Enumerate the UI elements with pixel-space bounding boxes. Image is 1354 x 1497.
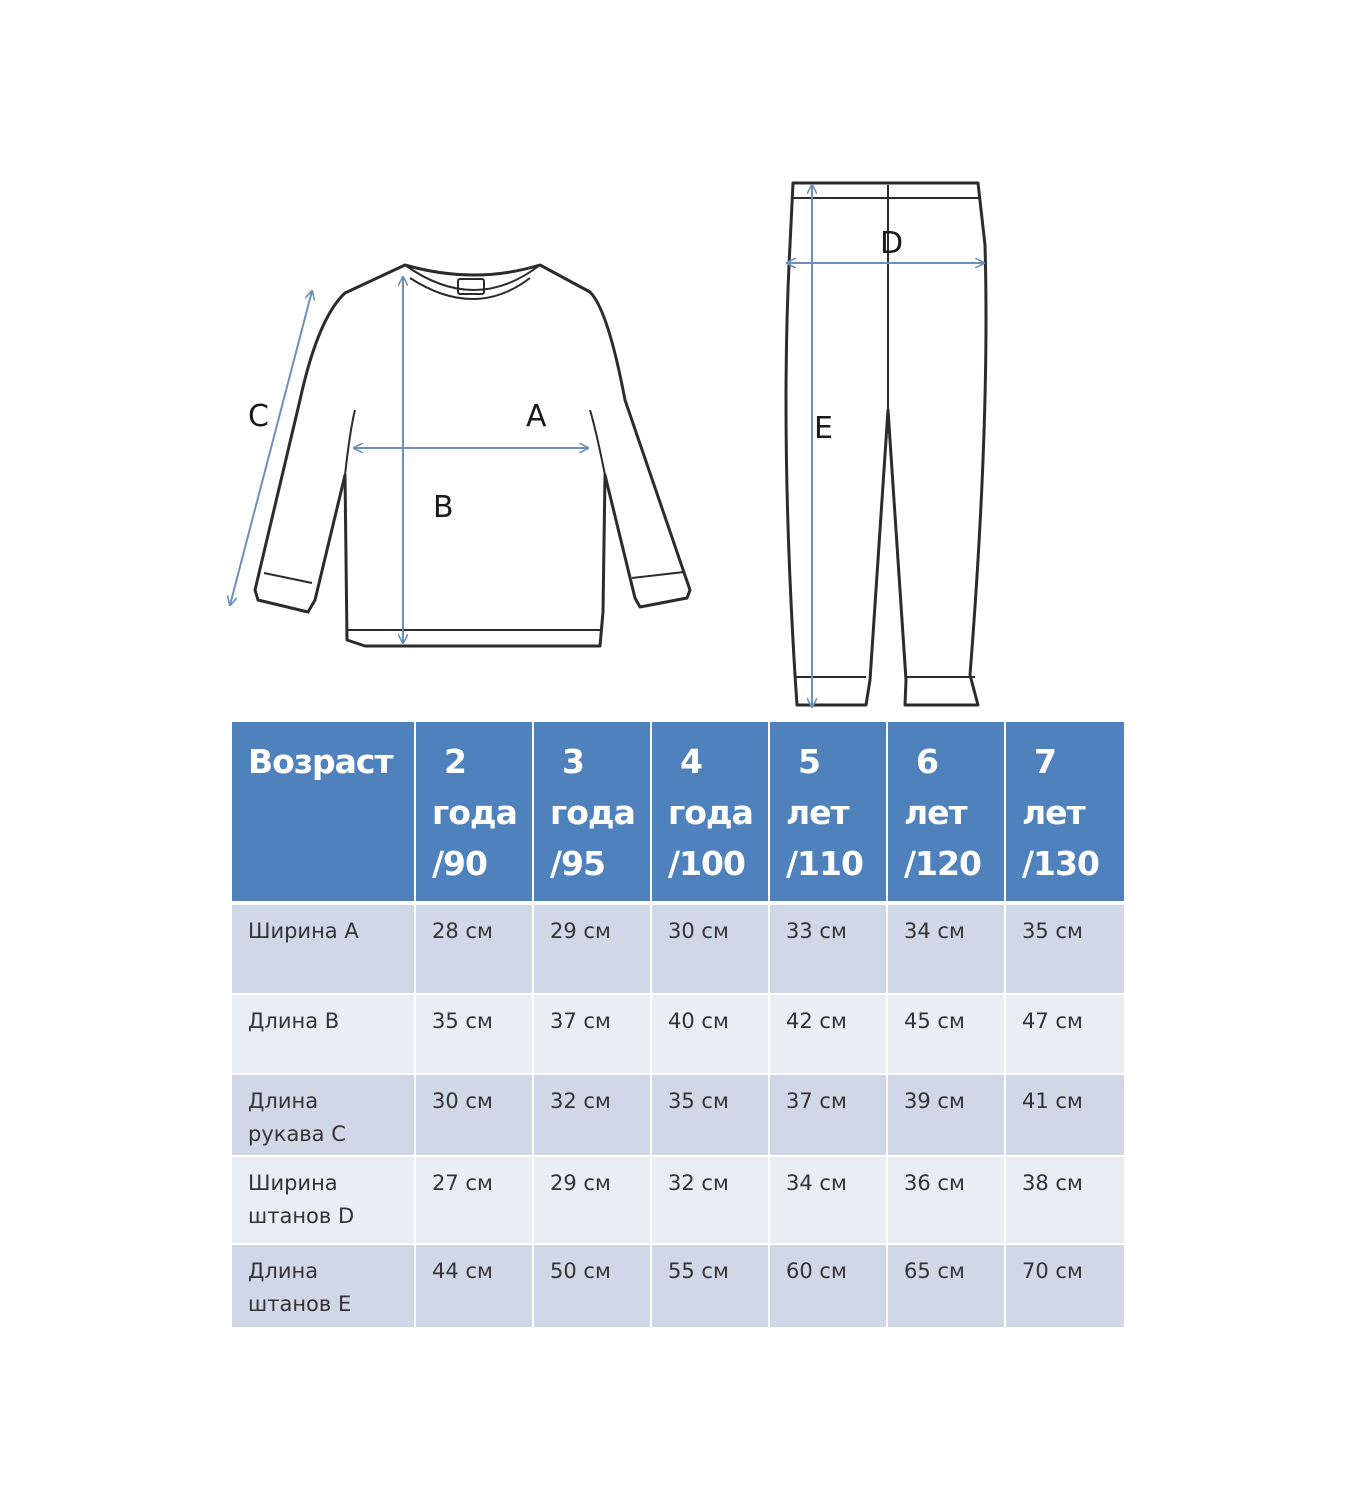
size-number: 2 bbox=[444, 742, 466, 781]
size-unit: лет bbox=[1022, 793, 1085, 832]
age-header: Возраст bbox=[232, 722, 416, 905]
size-header bbox=[770, 722, 888, 905]
table-cell: 35 см bbox=[652, 1075, 770, 1157]
label-c: C bbox=[248, 399, 269, 434]
row-label-line: штанов D bbox=[248, 1204, 355, 1228]
table-cell: 37 см bbox=[770, 1075, 888, 1157]
table-cell: 41 см bbox=[1006, 1075, 1124, 1157]
table-cell: 32 см bbox=[534, 1075, 652, 1157]
size-header bbox=[652, 722, 770, 905]
label-b: B bbox=[433, 490, 454, 525]
table-cell: 39 см bbox=[888, 1075, 1006, 1157]
table-row bbox=[232, 1157, 1124, 1245]
size-unit: года bbox=[668, 793, 753, 832]
label-e: E bbox=[814, 411, 833, 446]
size-height: /110 bbox=[786, 844, 863, 883]
size-height: /130 bbox=[1022, 844, 1099, 883]
row-label-line: Длина В bbox=[248, 1009, 340, 1033]
row-label-line: Ширина bbox=[248, 1171, 338, 1195]
size-height: /120 bbox=[904, 844, 981, 883]
sweatshirt-drawing bbox=[255, 265, 690, 646]
size-unit: лет bbox=[904, 793, 967, 832]
table-cell: 70 см bbox=[1006, 1245, 1124, 1329]
table-cell: 38 см bbox=[1006, 1157, 1124, 1245]
table-cell: 35 см bbox=[1006, 905, 1124, 995]
row-label-line: Длина bbox=[248, 1259, 319, 1283]
table-cell: 35 см bbox=[416, 995, 534, 1075]
table-row bbox=[232, 1245, 1124, 1329]
size-header bbox=[888, 722, 1006, 905]
size-number: 5 bbox=[798, 742, 820, 781]
size-number: 4 bbox=[680, 742, 702, 781]
size-header bbox=[1006, 722, 1124, 905]
size-height: /100 bbox=[668, 844, 745, 883]
table-cell: 28 см bbox=[416, 905, 534, 995]
table-cell: 55 см bbox=[652, 1245, 770, 1329]
table-cell: 33 см bbox=[770, 905, 888, 995]
table-cell: 34 см bbox=[770, 1157, 888, 1245]
table-cell: 47 см bbox=[1006, 995, 1124, 1075]
size-unit: года bbox=[550, 793, 635, 832]
size-header bbox=[416, 722, 534, 905]
label-d: D bbox=[880, 226, 904, 261]
size-number: 6 bbox=[916, 742, 938, 781]
table-row bbox=[232, 905, 1124, 995]
size-chart-table bbox=[232, 722, 1124, 1329]
size-unit: лет bbox=[786, 793, 849, 832]
row-label-line: рукава С bbox=[248, 1122, 346, 1146]
row-label-line: Ширина А bbox=[248, 919, 359, 943]
row-label-line: Длина bbox=[248, 1089, 319, 1113]
table-cell: 30 см bbox=[416, 1075, 534, 1157]
table-cell: 27 см bbox=[416, 1157, 534, 1245]
table-cell: 40 см bbox=[652, 995, 770, 1075]
row-label bbox=[232, 1245, 416, 1329]
size-number: 7 bbox=[1034, 742, 1056, 781]
measurement-arrows bbox=[230, 185, 984, 707]
table-cell: 42 см bbox=[770, 995, 888, 1075]
size-height: /90 bbox=[432, 844, 487, 883]
table-cell: 44 см bbox=[416, 1245, 534, 1329]
garment-diagram bbox=[0, 0, 1354, 720]
table-row bbox=[232, 1075, 1124, 1157]
size-unit: года bbox=[432, 793, 517, 832]
size-number: 3 bbox=[562, 742, 584, 781]
table-cell: 30 см bbox=[652, 905, 770, 995]
row-label bbox=[232, 905, 416, 995]
size-header bbox=[534, 722, 652, 905]
table-cell: 36 см bbox=[888, 1157, 1006, 1245]
table-cell: 50 см bbox=[534, 1245, 652, 1329]
row-label bbox=[232, 1157, 416, 1245]
table-cell: 32 см bbox=[652, 1157, 770, 1245]
table-cell: 29 см bbox=[534, 1157, 652, 1245]
arrow-c bbox=[230, 291, 312, 605]
row-label bbox=[232, 1075, 416, 1157]
header-row bbox=[232, 722, 1124, 905]
table-cell: 34 см bbox=[888, 905, 1006, 995]
table-cell: 29 см bbox=[534, 905, 652, 995]
size-height: /95 bbox=[550, 844, 605, 883]
label-a: A bbox=[526, 399, 547, 434]
table-row bbox=[232, 995, 1124, 1075]
table-cell: 65 см bbox=[888, 1245, 1006, 1329]
row-label bbox=[232, 995, 416, 1075]
table-cell: 60 см bbox=[770, 1245, 888, 1329]
row-label-line: штанов Е bbox=[248, 1292, 352, 1316]
table-cell: 45 см bbox=[888, 995, 1006, 1075]
table-cell: 37 см bbox=[534, 995, 652, 1075]
